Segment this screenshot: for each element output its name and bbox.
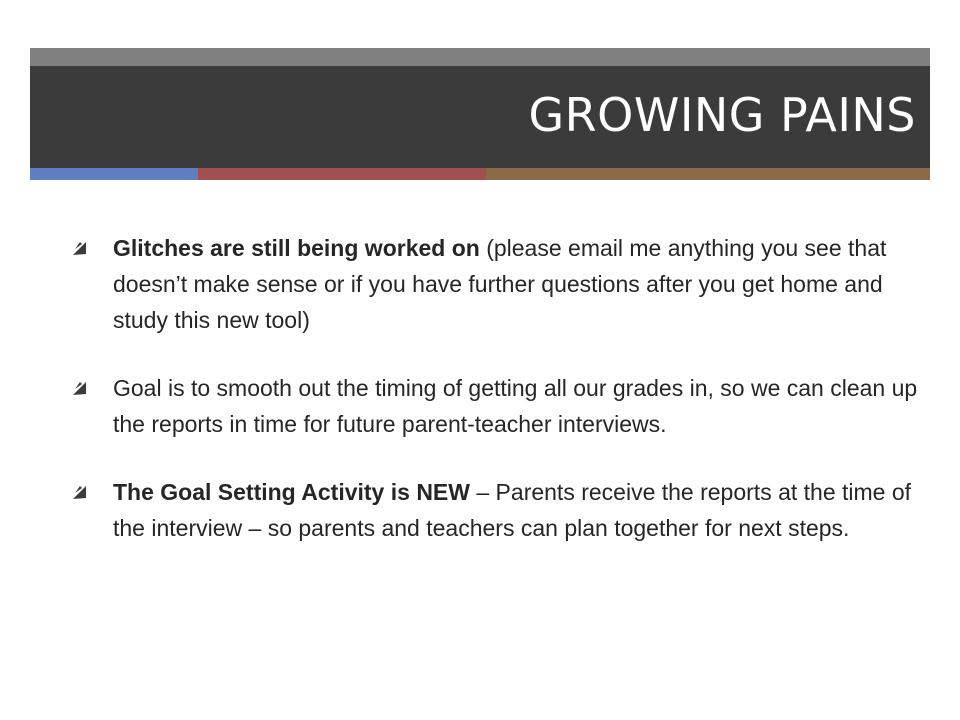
bullet-bold-text: The Goal Setting Activity is NEW xyxy=(113,479,470,505)
accent-strip-blue xyxy=(30,168,198,180)
bullet-text: Goal is to smooth out the timing of getting all our grades in, so we can clean up the reports in time for future parent-teacher interviews. xyxy=(113,375,918,437)
bullet-list xyxy=(72,230,922,578)
arrow-bullet-icon xyxy=(72,484,88,500)
bullet-text: – Parents receive the reports at the time of the interview – so parents and teachers can plan together for next steps. xyxy=(113,479,912,541)
bullet-item xyxy=(72,230,922,338)
arrow-bullet-icon xyxy=(72,380,88,396)
title-bar-top-strip xyxy=(30,48,930,66)
arrow-bullet-icon xyxy=(72,240,88,256)
bullet-item xyxy=(72,370,922,442)
bullet-item xyxy=(72,474,922,546)
bullet-bold-text: Glitches are still being worked on xyxy=(113,235,480,261)
title-bar xyxy=(30,66,930,168)
bullet-text: (please email me anything you see that doesn’t make sense or if you have further questions after you get home and study this new tool) xyxy=(113,235,887,333)
accent-strip-red xyxy=(198,168,486,180)
accent-strip-brown xyxy=(486,168,930,180)
slide-title: GROWING PAINS xyxy=(528,88,916,142)
